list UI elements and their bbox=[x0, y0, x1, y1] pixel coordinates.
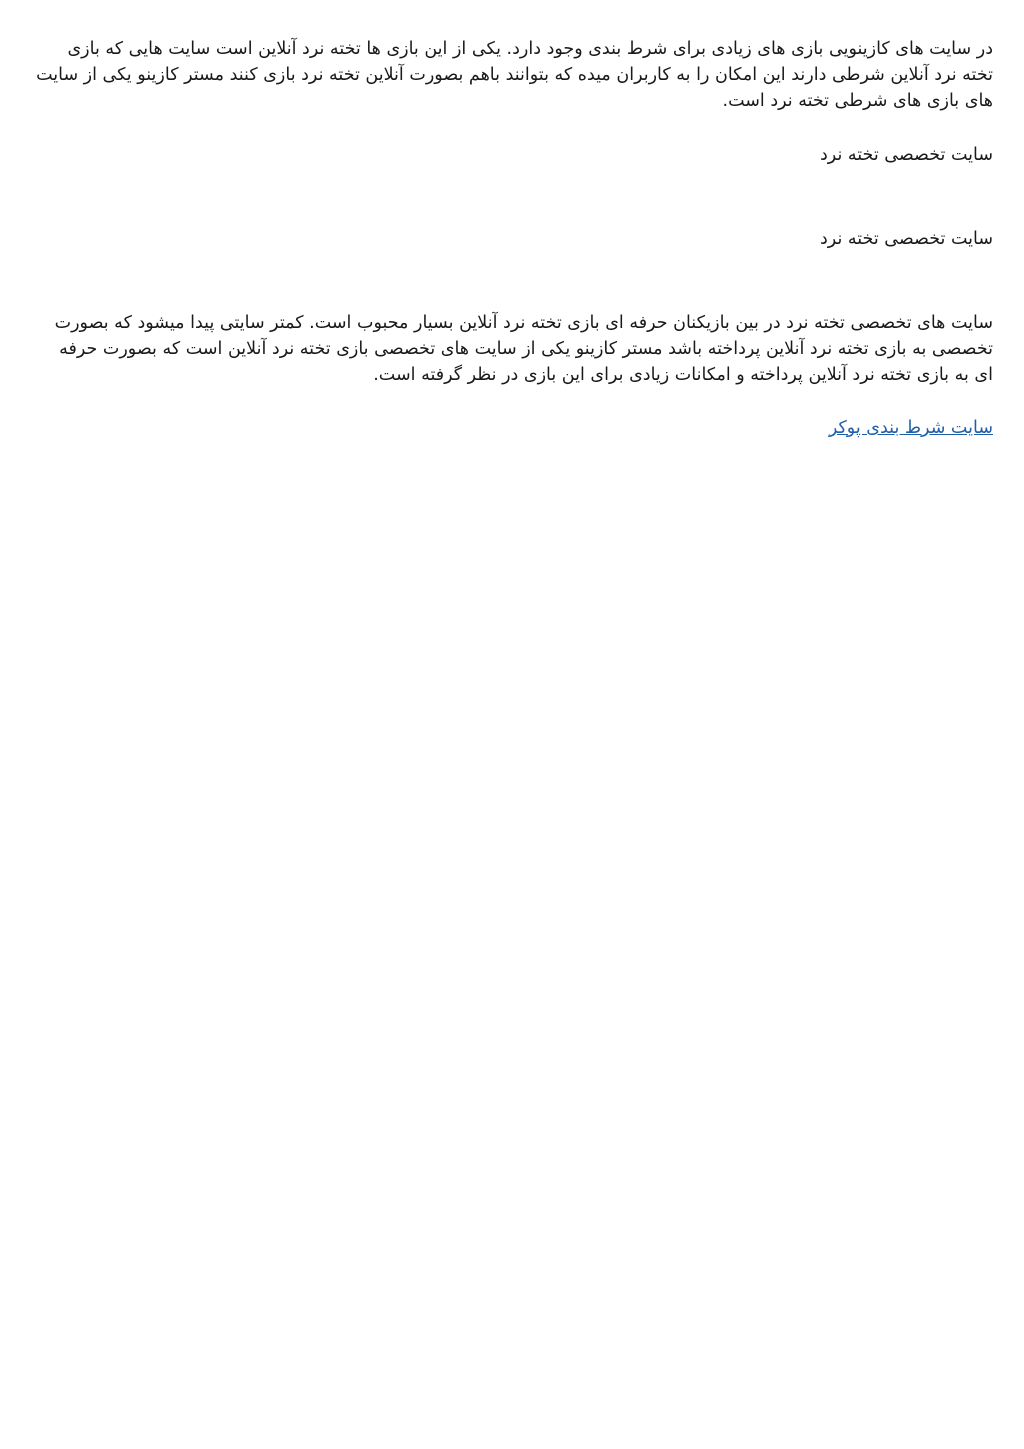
body-paragraph: سایت های تخصصی تخته نرد در بین بازیکنان حرفه ای بازی تخته نرد آنلاین بسیار محبوب است. کمتر سایتی پیدا میشود که بصورت تخصصی به بازی تخته نرد آنلاین پرداخته باشد مستر کازینو یکی از سایت های تخصصی بازی تخته نرد آنلاین است که بصورت حرفه ای به بازی تخته نرد آنلاین پرداخته و امکانات زیادی برای این بازی در نظر گرفته است. bbox=[54, 313, 993, 385]
section-heading-2: سایت تخصصی تخته نرد bbox=[820, 229, 993, 249]
poker-betting-site-link[interactable]: سایت شرط بندی پوکر bbox=[828, 418, 993, 438]
section-heading-1: سایت تخصصی تخته نرد bbox=[820, 145, 993, 165]
heading-2-row bbox=[35, 226, 993, 252]
spacer bbox=[35, 168, 993, 226]
heading-1-row bbox=[35, 142, 993, 168]
intro-paragraph: در سایت های کازینویی بازی های زیادی برای شرط بندی وجود دارد. یکی از این بازی ها تخته نرد آنلاین است سایت هایی که بازی تخته نرد آنلاین شرطی دارند این امکان را به کاربران میده که بتوانند باهم بصورت آنلاین تخته نرد بازی کنند مستر کازینو یکی از سایت های بازی های شرطی تخته نرد است. bbox=[36, 39, 993, 111]
spacer bbox=[35, 252, 993, 310]
link-row bbox=[35, 415, 993, 441]
document-page bbox=[35, 36, 993, 441]
